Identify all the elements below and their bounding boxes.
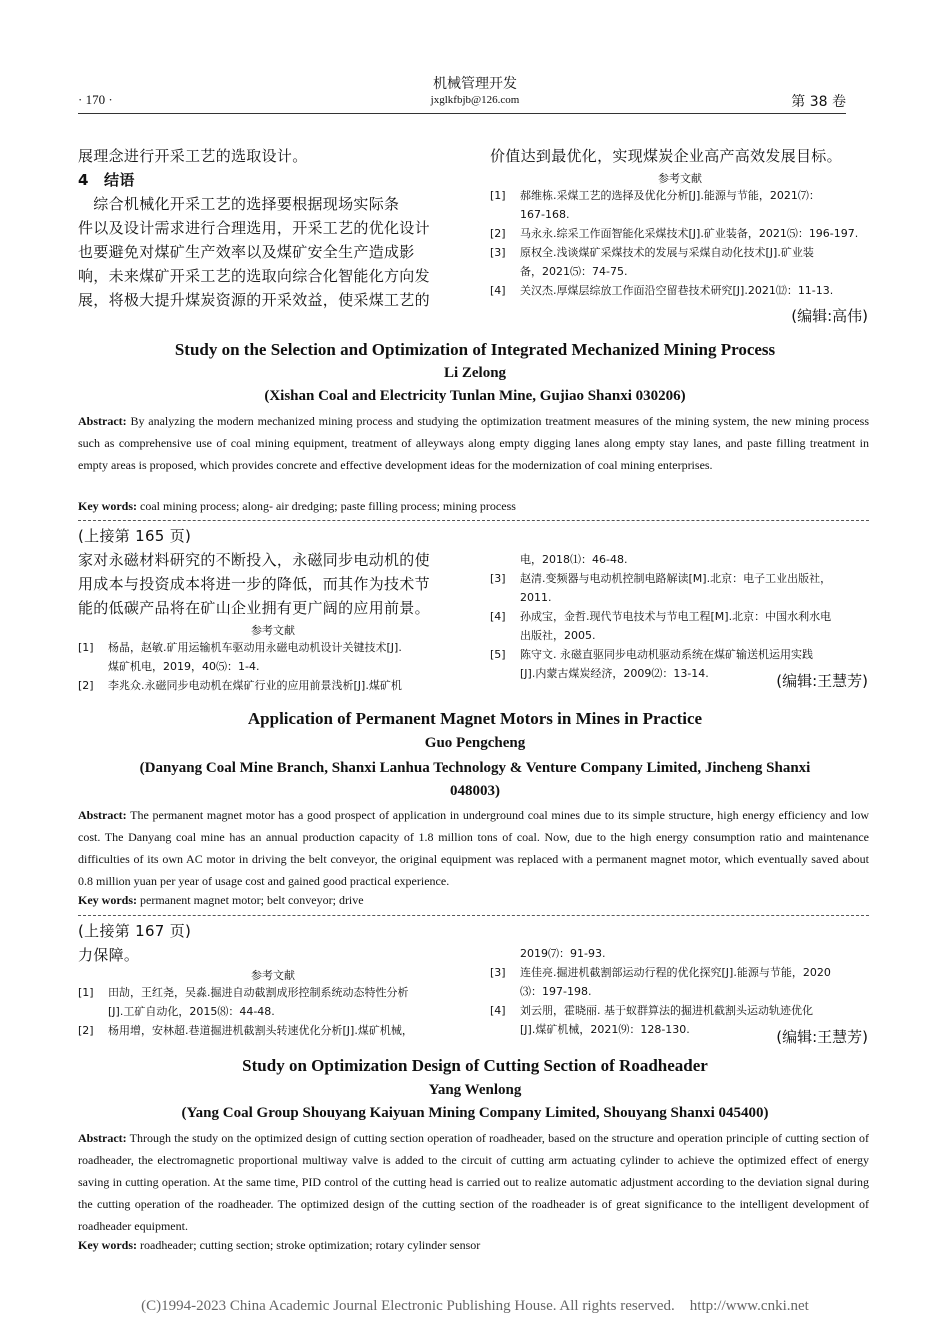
article1-affiliation: (Xishan Coal and Electricity Tunlan Mine, Gujiao Shanxi 030206) bbox=[264, 388, 686, 404]
article3-left-refs bbox=[78, 967, 468, 1040]
journal-title: 机械管理开发 bbox=[433, 76, 517, 92]
editor-note: (编辑:王慧芳) bbox=[776, 672, 868, 690]
continued-from-note: (上接第 165 页) bbox=[78, 527, 192, 545]
article2-author: Guo Pengcheng bbox=[424, 735, 526, 751]
keywords-label: Key words: bbox=[78, 499, 137, 513]
reference-item: [5] 陈守文. 永磁直驱同步电动机驱动系统在煤矿输送机运用实践 [J].内蒙古煤炭经济，2009⑵：13-14. bbox=[490, 648, 813, 680]
body-line: 价值达到最优化，实现煤炭企业高产高效发展目标。 bbox=[490, 147, 842, 165]
reference-item: [2] 李兆众.永磁同步电动机在煤矿行业的应用前景浅析[J].煤矿机 bbox=[78, 679, 402, 692]
keywords-label: Key words: bbox=[78, 893, 137, 907]
article3-abstract bbox=[78, 1127, 869, 1237]
section-divider bbox=[78, 520, 869, 521]
section-divider bbox=[78, 915, 869, 916]
reference-item: [4] 关汉杰.厚煤层综放工作面沿空留巷技术研究[J].2021⑿：11-13. bbox=[490, 284, 834, 297]
references-heading: 参考文献 bbox=[658, 172, 702, 185]
section-heading: 4 结语 bbox=[78, 171, 135, 189]
body-line: 响，未来煤矿开采工艺的选取向综合化智能化方向发 bbox=[78, 267, 430, 285]
body-line: 展理念进行开采工艺的选取设计。 bbox=[78, 147, 308, 165]
abstract-text: Through the study on the optimized design of cutting section operation of roadheader, based on the structure and operation principle of cutting section of roadheader, the electromagnetic proportional multiway valve is added to the circuit of cutting arm actuating cylinder to achieve the optimized effect of energy saving in cutting operation. At the same time, PID control of the cutting head is carried out to realize automatic adjustment according to the deviation signal during the cutting operation of the roadheader. The optimized design of the cutting section of the roadheader is of great significance to the intelligent development of roadheader equipment. bbox=[78, 1131, 869, 1233]
keywords-label: Key words: bbox=[78, 1238, 137, 1252]
body-line: 用成本与投资成本将进一步的降低，而其作为技术节 bbox=[78, 575, 430, 593]
reference-item: [1] 郝维栋.采煤工艺的选择及优化分析[J].能源与节能，2021⑺： 167-168. bbox=[490, 189, 820, 221]
article2-english-title: Application of Permanent Magnet Motors in Mines in Practice bbox=[247, 709, 703, 728]
copyright-footer: (C)1994-2023 China Academic Journal Electronic Publishing House. All rights reserved. http://www.cnki.net bbox=[141, 1298, 809, 1314]
keywords-text: permanent magnet motor; belt conveyor; drive bbox=[140, 893, 364, 907]
article2-affiliation: (Danyang Coal Mine Branch, Shanxi Lanhua Technology & Venture Company Limited, Jincheng Shanxi bbox=[139, 760, 811, 776]
article1-keywords bbox=[78, 499, 869, 514]
body-line: 件以及设计需求进行合理选用，开采工艺的优化设计 bbox=[78, 219, 430, 237]
body-line: 力保障。 bbox=[78, 946, 140, 964]
body-line: 综合机械化开采工艺的选择要根据现场实际条 bbox=[78, 195, 400, 213]
keywords-text: roadheader; cutting section; stroke optimization; rotary cylinder sensor bbox=[140, 1238, 481, 1252]
journal-email: jxglkfbjb@126.com bbox=[430, 94, 520, 106]
article2-affiliation-cont: 048003) bbox=[450, 783, 500, 799]
body-line: 家对永磁材料研究的不断投入，永磁同步电动机的使 bbox=[78, 551, 430, 569]
article1-abstract bbox=[78, 410, 869, 476]
header-rule bbox=[78, 113, 846, 114]
reference-item: 2019⑺：91-93. bbox=[520, 947, 606, 960]
references-heading: 参考文献 bbox=[251, 624, 295, 637]
article3-english-title: Study on Optimization Design of Cutting Section of Roadheader bbox=[242, 1056, 708, 1075]
editor-note: (编辑:高伟) bbox=[791, 307, 868, 325]
abstract-text: By analyzing the modern mechanized mining process and studying the optimization treatment measures of the mining system, the new mining process such as comprehensive use of coal mining equipment, treatment of alleyways along empty digging lanes along empty stay lanes, and paste filling treatment in empty areas is proposed, which provides concrete and effective development ideas for the modernization of coal mining enterprises. bbox=[78, 414, 869, 472]
body-line: 也要避免对煤矿生产效率以及煤矿安全生产造成影 bbox=[78, 243, 415, 261]
article2-left-refs bbox=[78, 622, 468, 695]
article3-keywords bbox=[78, 1238, 869, 1253]
reference-item: [3] 原权全.浅谈煤矿采煤技术的发展与采煤自动化技术[J].矿业装 备，2021⑸：74-75. bbox=[490, 246, 814, 278]
article1-author: Li Zelong bbox=[443, 365, 507, 381]
article3-author: Yang Wenlong bbox=[428, 1082, 522, 1098]
article1-english-title: Study on the Selection and Optimization of Integrated Mechanized Mining Process bbox=[174, 340, 776, 359]
keywords-text: coal mining process; along- air dredging; paste filling process; mining process bbox=[140, 499, 516, 513]
abstract-label: Abstract: bbox=[78, 1131, 127, 1145]
editor-note: (编辑:王慧芳) bbox=[776, 1028, 868, 1046]
abstract-label: Abstract: bbox=[78, 808, 127, 822]
reference-item: 电，2018⑴：46-48. bbox=[520, 553, 628, 566]
reference-item: [3] 连佳亮.掘进机截割部运动行程的优化探究[J].能源与节能，2020 ⑶：197-198. bbox=[490, 966, 831, 998]
reference-item: [1] 田劼，王红尧，吴淼.掘进自动截割成形控制系统动态特性分析 [J].工矿自动化，2015⑻：44-48. bbox=[78, 986, 409, 1018]
abstract-label: Abstract: bbox=[78, 414, 127, 428]
body-line: 能的低碳产品将在矿山企业拥有更广阔的应用前景。 bbox=[78, 599, 430, 617]
reference-item: [4] 孙成宝，金哲.现代节电技术与节电工程[M].北京：中国水利水电 出版社，2005. bbox=[490, 610, 832, 642]
article2-left-column bbox=[78, 548, 468, 620]
volume-label: 第 38 卷 bbox=[791, 94, 846, 110]
article3-right-refs bbox=[490, 944, 870, 1039]
reference-item: [2] 马永永.综采工作面智能化采煤技术[J].矿业装备，2021⑸：196-197. bbox=[490, 227, 859, 240]
body-line: 展，将极大提升煤炭资源的开采效益，使采煤工艺的 bbox=[78, 291, 430, 309]
reference-item: [2] 杨用增，安林超.巷道掘进机截割头转速优化分析[J].煤矿机械， bbox=[78, 1024, 413, 1037]
article1-left-column bbox=[78, 144, 463, 312]
references-heading: 参考文献 bbox=[251, 969, 295, 982]
continued-from-note: (上接第 167 页) bbox=[78, 922, 192, 940]
article1-right-column bbox=[490, 144, 870, 300]
reference-item: [3] 赵清.变频器与电动机控制电路解读[M].北京：电子工业出版社， 2011. bbox=[490, 572, 832, 604]
article2-keywords bbox=[78, 893, 869, 908]
reference-item: [4] 刘云朋，霍晓丽. 基于蚁群算法的掘进机截割头运动轨迹优化 [J].煤矿机械，2021⑼：128-130. bbox=[490, 1004, 813, 1036]
abstract-text: The permanent magnet motor has a good prospect of application in underground coal mines due to its simple structure, high energy efficiency and low cost. The Danyang coal mine has an annual production capacity of 1.8 million tons of coal. Now, due to the high energy consumption ratio and maintenance difficulties of its own AC motor in driving the belt conveyor, the original equipment was replaced with a permanent magnet motor, which eventually saved about 0.8 million yuan per year of usage cost and gained good practical experience. bbox=[78, 808, 869, 888]
article3-affiliation: (Yang Coal Group Shouyang Kaiyuan Mining Company Limited, Shouyang Shanxi 045400) bbox=[181, 1105, 769, 1121]
article2-right-refs bbox=[490, 550, 870, 683]
article2-abstract bbox=[78, 804, 869, 892]
reference-item: [1] 杨晶，赵敏.矿用运输机车驱动用永磁电动机设计关键技术[J]. 煤矿机电，2019，40⑸：1-4. bbox=[78, 641, 402, 673]
page-number: · 170 · bbox=[78, 92, 113, 107]
